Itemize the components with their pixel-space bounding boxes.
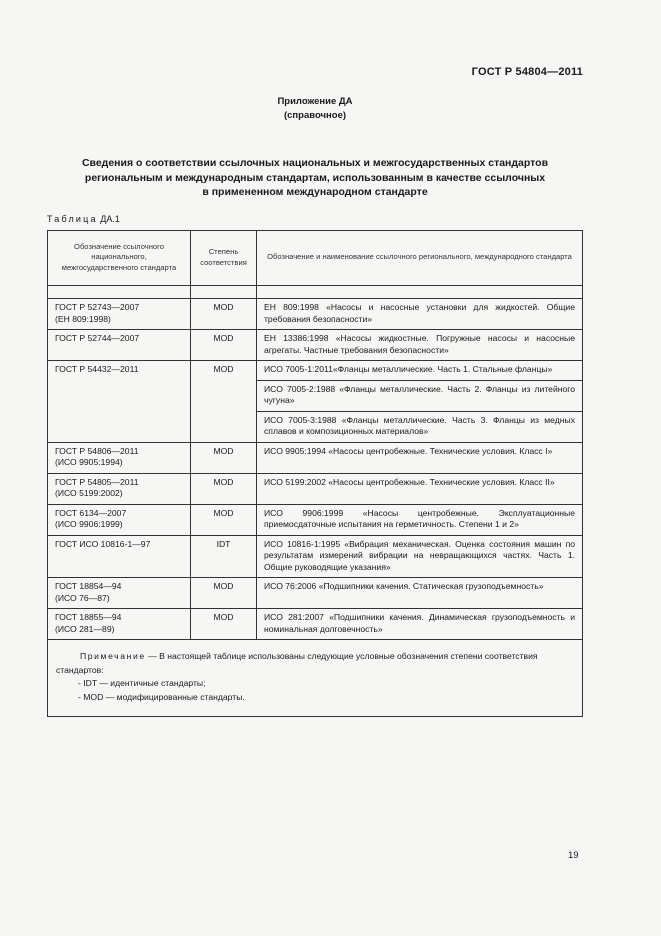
reference-cell: ИСО 10816-1:1995 «Вибрация механическая. Оценка состояния машин по результатам измерений вибрации на невращающихся частях. Часть 1. Общие руководящие указания»: [257, 535, 583, 578]
table-row: [48, 442, 583, 473]
degree-cell: IDT: [191, 535, 257, 578]
national-cell: [48, 299, 191, 330]
national-cell: [48, 473, 191, 504]
table-spacer-row: [48, 286, 583, 299]
table-row: [48, 535, 583, 578]
note-body: — В настоящей таблице использованы следующие условные обозначения степени соответствия стандартов:: [56, 651, 538, 675]
national-code: ГОСТ ИСО 10816-1—97: [55, 538, 151, 549]
note-text: [56, 650, 574, 677]
table-row: [48, 473, 583, 504]
table-caption-label: Таблица: [47, 214, 98, 224]
note-item: - IDT — идентичные стандарты;: [78, 678, 206, 688]
reference-cell: ИСО 7005-3:1988 «Фланцы металлические. Часть 3. Фланцы из медных сплавов и композиционных материалов»: [257, 411, 583, 442]
header-national-standard: Обозначение ссылочного национального, межгосударственного стандарта: [48, 231, 191, 286]
reference-cell: ИСО 9905:1994 «Насосы центробежные. Технические условия. Класс I»: [257, 442, 583, 473]
degree-cell: MOD: [191, 299, 257, 330]
reference-cell: ИСО 7005-2:1988 «Фланцы металлические. Часть 2. Фланцы из литейного чугуна»: [257, 380, 583, 411]
national-cell: [48, 578, 191, 609]
national-code: ГОСТ 6134—2007: [55, 507, 127, 518]
table-row: [48, 361, 583, 381]
degree-cell: MOD: [191, 609, 257, 640]
reference-cell: ИСО 7005-1:2011«Фланцы металлические. Часть 1. Стальные фланцы»: [257, 361, 583, 381]
national-ref: (ИСО 76—87): [55, 592, 110, 603]
national-ref: (ИСО 9905:1994): [55, 457, 123, 467]
table-caption-id: ДА.1: [100, 214, 120, 224]
national-ref: (ИСО 5199:2002): [55, 488, 123, 498]
main-title: [0, 156, 630, 200]
table-header-row: [48, 231, 583, 286]
national-cell: [48, 330, 191, 361]
note-lead: Примечание: [80, 651, 146, 661]
note-item: - MOD — модифицированные стандарты.: [78, 691, 245, 702]
national-cell: [48, 442, 191, 473]
main-title-line: региональным и международным стандартам, использованным в качестве ссылочных: [84, 171, 546, 184]
national-code: ГОСТ Р 54432—2011: [55, 364, 139, 374]
table-row: [48, 609, 583, 640]
header-reference-standard: Обозначение и наименование ссылочного регионального, международного стандарта: [257, 231, 583, 286]
reference-cell: ИСО 5199:2002 «Насосы центробежные. Технические условия. Класс II»: [257, 473, 583, 504]
national-code: ГОСТ Р 52743—2007: [55, 302, 140, 312]
reference-cell: ИСО 76:2006 «Подшипники качения. Статическая грузоподъемность»: [257, 578, 583, 609]
national-cell: [48, 535, 191, 578]
reference-cell: ИСО 281:2007 «Подшипники качения. Динамическая грузоподъемность и номинальная долговечность»: [257, 609, 583, 640]
national-code: ГОСТ Р 54805—2011: [55, 476, 139, 487]
reference-cell: ЕН 809:1998 «Насосы и насосные установки для жидкостей. Общие требования безопасности»: [257, 299, 583, 330]
table-note-row: [48, 640, 583, 717]
main-title-line: в примененном международном стандарте: [202, 186, 428, 198]
national-cell: [48, 609, 191, 640]
degree-cell: MOD: [191, 442, 257, 473]
reference-cell: ИСО 9906:1999 «Насосы центробежные. Эксплуатационные приемосдаточные испытания на герметичность. Степени 1 и 2»: [257, 504, 583, 535]
annex-subtitle: (справочное): [283, 110, 347, 121]
national-ref: (ИСО 281—89): [55, 623, 115, 634]
national-code: ГОСТ Р 52744—2007: [55, 333, 140, 343]
table-row: [48, 578, 583, 609]
standards-table: [47, 230, 583, 717]
national-code: ГОСТ 18854—94: [55, 581, 122, 591]
reference-cell: ЕН 13386:1998 «Насосы жидкостные. Погружные насосы и насосные агрегаты. Частные требования безопасности»: [257, 330, 583, 361]
main-title-line: Сведения о соответствии ссылочных национальных и межгосударственных стандартов: [81, 157, 549, 169]
annex-title: Приложение ДА: [277, 96, 353, 107]
degree-cell: MOD: [191, 473, 257, 504]
degree-cell: MOD: [191, 578, 257, 609]
national-code: ГОСТ Р 54806—2011: [55, 445, 139, 456]
national-ref: (ЕН 809:1998): [55, 313, 111, 324]
national-code: ГОСТ 18855—94: [55, 612, 122, 622]
table-note: [48, 640, 583, 717]
header-degree: Степень соответствия: [191, 231, 257, 286]
national-ref: (ИСО 9906:1999): [55, 519, 123, 529]
national-cell: [48, 361, 191, 443]
document-code: ГОСТ Р 54804—2011: [471, 66, 583, 78]
table-row: [48, 504, 583, 535]
degree-cell: MOD: [191, 361, 257, 443]
table-row: [48, 330, 583, 361]
degree-cell: MOD: [191, 330, 257, 361]
annex-heading: [0, 95, 630, 123]
page-number: 19: [568, 850, 579, 861]
national-cell: [48, 504, 191, 535]
table-row: [48, 299, 583, 330]
degree-cell: MOD: [191, 504, 257, 535]
table-caption: [47, 214, 120, 224]
